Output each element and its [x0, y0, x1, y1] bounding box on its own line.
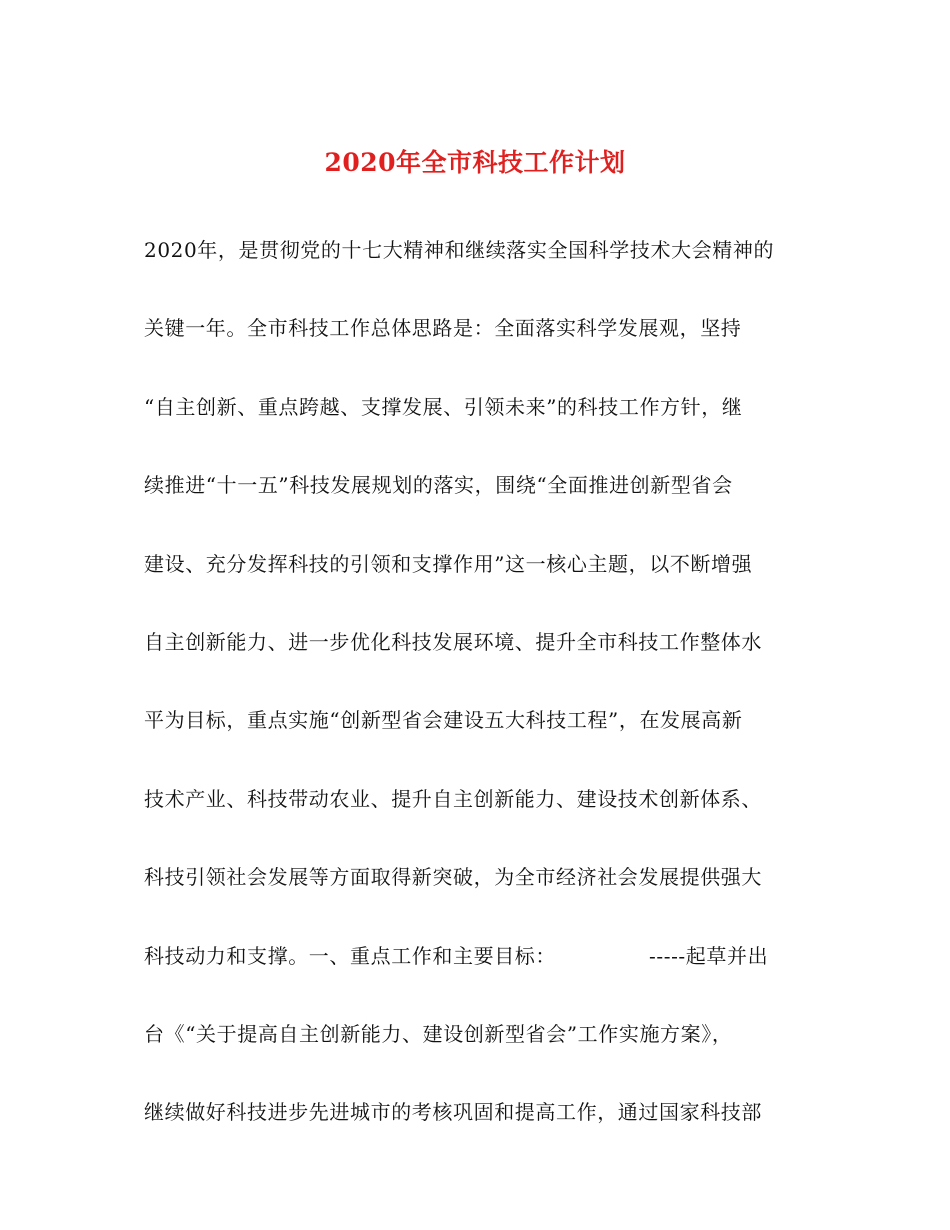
document-title: 2020年全市科技工作计划: [324, 148, 626, 177]
body-line: 台《“关于提高自主创新能力、建设创新型省会”工作实施方案》，: [144, 1021, 733, 1046]
document-body: [144, 230, 814, 1171]
body-line: 建设、充分发挥科技的引领和支撑作用”这一核心主题，以不断增强: [144, 551, 753, 576]
body-line: 平为目标，重点实施“创新型省会建设五大科技工程”，在发展高新: [144, 708, 743, 733]
body-line: 2020年，是贯彻党的十七大精神和继续落实全国科学技术大会精神的: [144, 238, 775, 262]
body-line: 继续做好科技进步先进城市的考核巩固和提高工作，通过国家科技部: [144, 1100, 762, 1125]
body-line: 关键一年。全市科技工作总体思路是：全面落实科学发展观，坚持: [144, 316, 742, 341]
body-line: 技术产业、科技带动农业、提升自主创新能力、建设技术创新体系、: [144, 786, 762, 811]
body-line: “自主创新、重点跨越、支撑发展、引领未来”的科技工作方针，继: [144, 394, 743, 419]
body-line: 科技动力和支撑。一、重点工作和主要目标： -----起草并出: [144, 943, 769, 968]
body-line: 自主创新能力、进一步优化科技发展环境、提升全市科技工作整体水: [144, 629, 762, 654]
body-line: 续推进“十一五”科技发展规划的落实，围绕“全面推进创新型省会: [144, 473, 733, 498]
body-line: 科技引领社会发展等方面取得新突破，为全市经济社会发展提供强大: [144, 865, 762, 890]
